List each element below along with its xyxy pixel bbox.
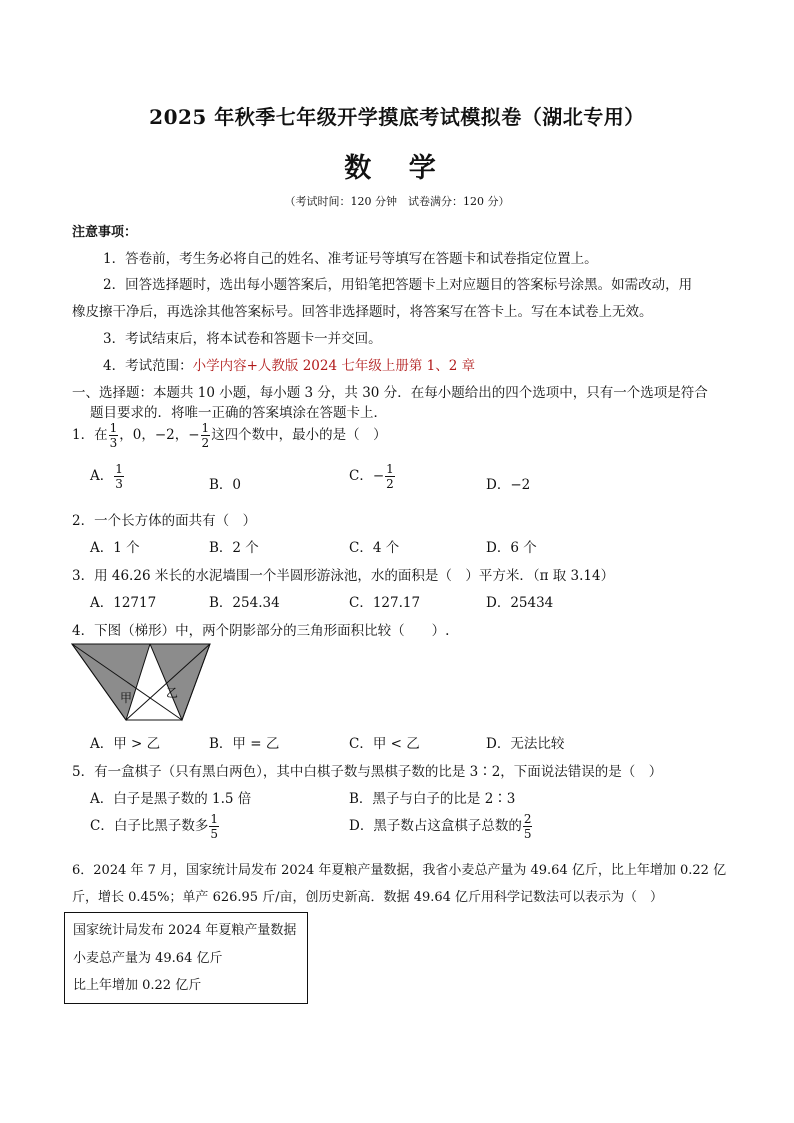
fraction-denominator: 3 <box>115 477 123 491</box>
fraction-two-fifths <box>523 813 533 840</box>
data-box-line-2: 小麦总产量为 49.64 亿斤 <box>73 951 223 966</box>
notice-item-1: 1．答卷前，考生务必将自己的姓名、准考证号等填写在答题卡和试卷指定位置上。 <box>103 251 598 267</box>
q2-option-b: B．2 个 <box>209 540 259 556</box>
notice-item-4 <box>103 354 475 374</box>
option-label: C．− <box>349 468 385 484</box>
q4-option-c: C．甲 < 乙 <box>349 736 420 752</box>
subject-title: 数 学 <box>344 153 450 184</box>
option-label: A． <box>90 468 114 484</box>
fraction-denominator: 3 <box>109 436 118 450</box>
option-text: D．黑子数占这盒棋子总数的 <box>349 818 522 834</box>
fraction-one-half <box>201 422 211 449</box>
q4-option-b: B．甲 = 乙 <box>209 736 280 752</box>
exam-info: （考试时间：120 分钟 试卷满分：120 分） <box>284 195 510 208</box>
q3-option-a: A．12717 <box>90 595 157 611</box>
fraction-one-third <box>114 463 124 490</box>
section-1-instruction-line-2: 题目要求的．将唯一正确的答案填涂在答题卡上． <box>90 405 387 421</box>
fraction-denominator: 2 <box>201 436 210 450</box>
q1-suffix: 这四个数中，最小的是（ ） <box>211 427 387 443</box>
section-1-instruction-line-1: 一、选择题：本题共 10 小题，每小题 3 分，共 30 分．在每小题给出的四个选项中，只有一个选项是符合 <box>72 385 708 401</box>
data-box-line-1: 国家统计局发布 2024 年夏粮产量数据 <box>73 923 297 938</box>
label-yi: 乙 <box>166 686 179 700</box>
fraction-one-half <box>385 463 395 490</box>
q3-option-b: B．254.34 <box>209 595 280 611</box>
q5-option-a: A．白子是黑子数的 1.5 倍 <box>90 791 252 807</box>
question-6-line-1: 6．2024 年 7 月，国家统计局发布 2024 年夏粮产量数据，我省小麦总产量为 49.64 亿斤，比上年增加 0.22 亿 <box>72 863 727 878</box>
notice-heading: 注意事项： <box>72 225 138 240</box>
fraction-numerator: 1 <box>115 462 123 476</box>
page-title: 2025 年秋季七年级开学摸底考试模拟卷（湖北专用） <box>149 105 645 129</box>
question-4-stem: 4．下图（梯形）中，两个阴影部分的三角形面积比较（ ）. <box>72 623 450 639</box>
q1-option-d: D．−2 <box>486 477 531 493</box>
q2-option-c: C．4 个 <box>349 540 400 556</box>
exam-scope-highlight: 小学内容+人教版 2024 七年级上册第 1、2 章 <box>192 358 476 374</box>
q4-option-a: A．甲 > 乙 <box>90 736 161 752</box>
question-5-stem: 5．有一盒棋子（只有黑白两色），其中白棋子数与黑棋子数的比是 3∶2，下面说法错误的是（ ） <box>72 764 663 780</box>
q1-option-c <box>349 463 396 490</box>
fraction-denominator: 5 <box>523 827 532 841</box>
q1-mid: ，0，−2，− <box>119 427 200 443</box>
q5-option-c <box>90 813 220 840</box>
q5-option-d <box>349 813 533 840</box>
q3-option-c: C．127.17 <box>349 595 421 611</box>
data-box-line-3: 比上年增加 0.22 亿斤 <box>73 978 202 993</box>
fraction-numerator: 2 <box>523 812 532 826</box>
q2-option-a: A．1 个 <box>90 540 140 556</box>
fraction-numerator: 1 <box>201 421 210 435</box>
q5-option-b: B．黑子与白子的比是 2∶3 <box>349 791 516 807</box>
fraction-numerator: 1 <box>386 462 394 476</box>
fraction-denominator: 5 <box>210 827 218 841</box>
shaded-triangle-yi <box>150 644 210 720</box>
question-2-stem: 2．一个长方体的面共有（ ） <box>72 513 257 529</box>
question-6-line-2: 斤，增长 0.45%；单产 626.95 斤/亩，创历史新高．数据 49.64 亿斤用科学记数法可以表示为（ ） <box>72 890 664 905</box>
label-jia: 甲 <box>120 691 133 705</box>
fraction-numerator: 1 <box>210 812 218 826</box>
q1-option-a <box>90 463 125 490</box>
q1-option-b: B．0 <box>209 477 242 493</box>
option-text: C．白子比黑子数多 <box>90 818 209 834</box>
data-box <box>64 912 308 1004</box>
q2-option-d: D．6 个 <box>486 540 537 556</box>
q3-option-d: D．25434 <box>486 595 554 611</box>
q1-prefix: 1．在 <box>72 427 108 443</box>
notice-item-4-prefix: 4．考试范围： <box>103 358 193 374</box>
fraction-numerator: 1 <box>109 421 118 435</box>
notice-item-2-line-2: 橡皮擦干净后，再选涂其他答案标号。回答非选择题时，将答案写在答卡上。写在本试卷上无效。 <box>72 304 653 320</box>
fraction-denominator: 2 <box>386 477 394 491</box>
trapezoid-figure <box>70 642 212 722</box>
notice-item-2-line-1: 2．回答选择题时，选出每小题答案后，用铅笔把答题卡上对应题目的答案标号涂黑。如需改动，用 <box>103 277 693 293</box>
question-1-stem <box>72 422 387 449</box>
question-3-stem: 3．用 46.26 米长的水泥墙围一个半圆形游泳池，水的面积是（ ）平方米．（π 取 3.14） <box>72 568 615 584</box>
fraction-one-fifth <box>209 813 219 840</box>
q4-option-d: D．无法比较 <box>486 736 565 752</box>
notice-item-3: 3．考试结束后，将本试卷和答题卡一并交回。 <box>103 331 382 347</box>
fraction-one-third <box>109 422 119 449</box>
